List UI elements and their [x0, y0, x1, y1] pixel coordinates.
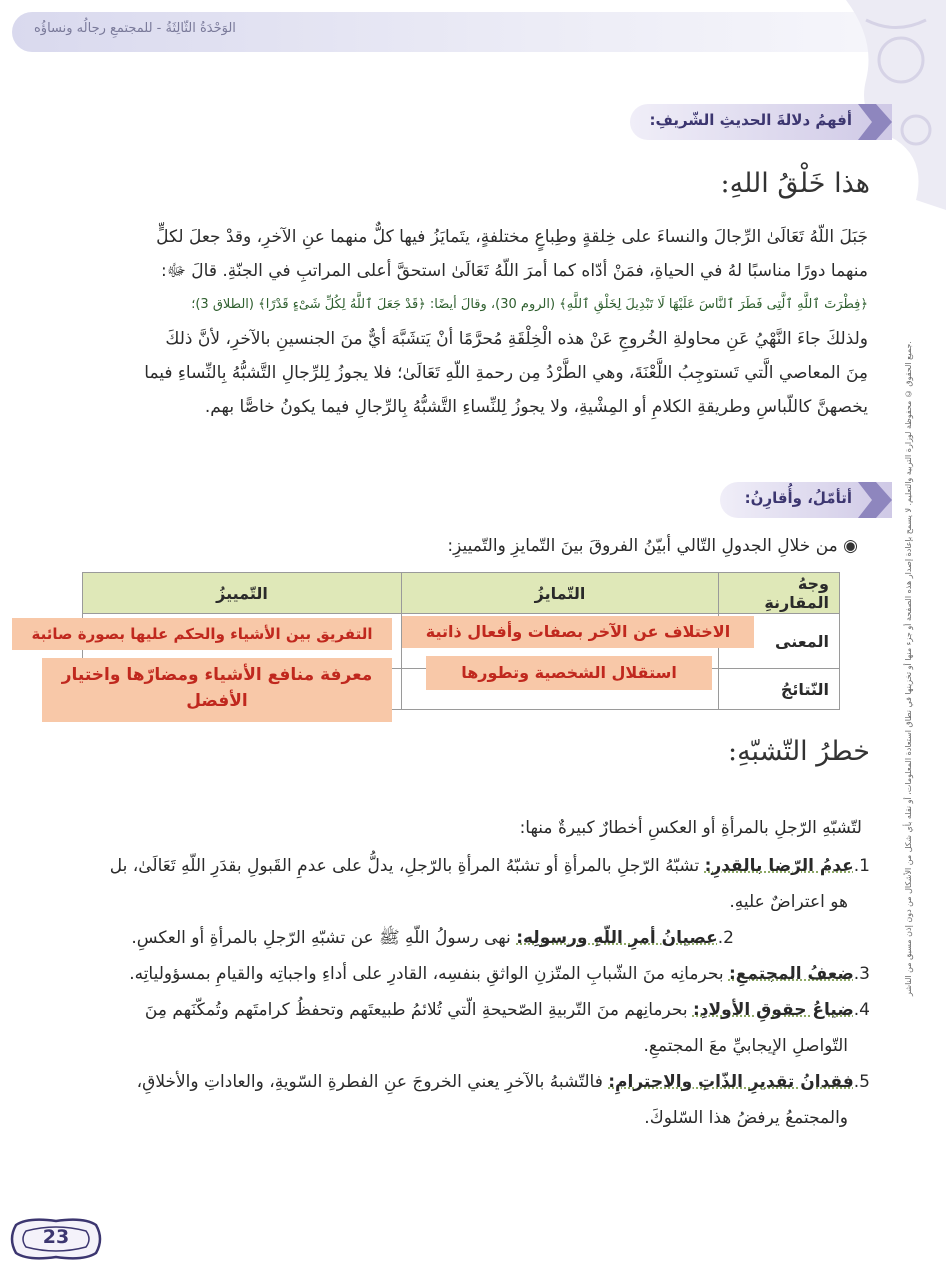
table-header-cell: التّمييزُ	[83, 573, 402, 614]
section-tab-understand	[630, 104, 892, 140]
list-item	[70, 956, 870, 992]
paragraph-line-quran: ﴿فِطْرَتَ ٱللَّهِ ٱلَّتِى فَطَرَ ٱلنَّاسَ عَلَيْهَا لَا تَبْدِيلَ لِخَلْقِ ٱللَّهِ﴾ (الروم 30)، وقالَ أيضًا: ﴿قَدْ جَعَلَ ٱللَّهُ لِكُلِّ شَىْءٍ قَدْرًا﴾ (الطلاق 3)؛	[191, 297, 868, 312]
item-text: نهى رسولُ اللّهِ ﷺ عن تشبّهِ الرّجلِ بالمرأةِ أو العكسِ.	[131, 928, 517, 948]
chevron-right-icon	[858, 104, 892, 140]
copyright-note: جميع الحقوق © محفوظة لوزارة التربية والتعليم. لا يسمح بإعادة إصدار هذه الصفحة أو جزء منها أو تخزينها في نطاق استعادة المعلومات، أو نقله بأي شكل من الأشكال من دون إذن مسبق من الناشر.	[904, 341, 913, 996]
page-number: 23	[42, 1226, 70, 1248]
paragraph-line: ولذلكَ جاءَ النَّهْيُ عَنِ محاولةِ الخُروجِ عَنْ هذه الْخِلْقَةِ مُحرَّمًا أنْ يَتشَبَّهَ أيٌّ منَ الجنسينِ بالآخرِ، لأنَّ ذلكَ	[165, 329, 868, 349]
item-number: 3.	[853, 964, 870, 984]
table-header-cell: التّمايزُ	[402, 573, 719, 614]
paragraph-line: يخصهنَّ كاللّباسِ وطريقةِ الكلامِ أو المِشْيةِ، ولا يجوزُ لِلنِّساءِ التَّشبُّهُ بِالرِّجالِ فيما يكونُ خاصًّا بهم.	[204, 397, 868, 417]
section-tab-label: أفهمُ دلالةَ الحديثِ الشّريفِ:	[649, 111, 852, 129]
answer-tamyeez-results: معرفة منافع الأشياء ومضارّها واختيار الأفضل	[42, 658, 392, 722]
row-label: المعنى	[719, 614, 840, 669]
item-number: 5.	[853, 1072, 870, 1092]
section-heading-creation: هذا خَلْقُ اللهِ:	[720, 168, 870, 199]
item-term: ضعفُ المجتمعِ:	[728, 964, 854, 984]
table-header-row	[83, 573, 840, 614]
list-item	[70, 848, 870, 884]
list-item-continued: هو اعتراضٌ عليهِ.	[729, 892, 848, 912]
list-item-continued: التّواصلِ الإيجابيِّ معَ المجتمعِ.	[643, 1036, 848, 1056]
item-text: تشبّهُ الرّجلِ بالمرأةِ أو تشبّهُ المرأةِ بالرّجلِ، يدلُّ على عدمِ القَبولِ بقدَرِ اللّهِ تَعَالَىٰ، بل	[109, 856, 705, 876]
section-heading-danger: خطرُ التّشبّهِ:	[727, 736, 870, 767]
chevron-right-icon	[858, 482, 892, 518]
item-term: عدمُ الرّضا بالقدرِ:	[704, 856, 854, 876]
row-label: النّتائجُ	[719, 669, 840, 710]
item-term: فقدانُ تقديرِ الذّاتِ والاحترامِ:	[608, 1072, 854, 1092]
section-tab-reflect	[720, 482, 892, 518]
answer-tamayuz-results: استقلال الشخصية وتطورها	[426, 656, 712, 690]
item-term: ضياعُ حقوقِ الأولادِ:	[692, 1000, 854, 1020]
dangers-list	[70, 848, 870, 1136]
item-number: 2.	[717, 928, 734, 948]
item-text: بحرمانِه منَ الشّبابِ المتّزنِ الواثقِ بنفسِه، القادرِ على أداءِ واجباتِه والقيامِ بمسؤولياتِه.	[129, 964, 729, 984]
paragraph-line: مِنَ المعاصي الَّتي تَستوجِبُ اللَّعْنَةَ، وهي الطَّرْدُ مِن رحمةِ اللّهِ تَعَالَىٰ؛ فلا يجوزُ لِلرِّجالِ التَّشبُّهُ بِالنِّساءِ فيما	[144, 363, 868, 383]
item-text: فالتّشبهُ بالآخرِ يعني الخروجَ عنِ الفطرةِ السّويةِ، والعاداتِ والأخلاقِ،	[136, 1072, 609, 1092]
paragraph-line: جَبَلَ اللّهُ تَعَالَىٰ الرِّجالَ والنساءَ على خِلقةٍ وطِباعٍ مختلفةٍ، يتَمايَزُ فيها كلٌّ منهما عنِ الآخرِ، وقدْ جعلَ لكلٍّ	[156, 227, 868, 247]
item-number: 4.	[853, 1000, 870, 1020]
item-number: 1.	[853, 856, 870, 876]
paragraph-line: منهما دورًا مناسبًا لهُ في الحياةِ، فمَنْ أدّاه كما أمرَ اللّهُ تَعَالَىٰ استحقَّ أعلى المراتبِ في الجنّةِ. قالَ ﷻ:	[160, 261, 868, 281]
instruction-text: من خلالِ الجدولِ التّالي أبيّنُ الفروقَ بينَ التّمايزِ والتّمييزِ:	[447, 536, 838, 556]
unit-title: الوَحْدَةُ الثّالِثَةُ - للمجتمعِ رجالُه ونساؤُه	[34, 21, 236, 36]
list-item	[70, 1064, 870, 1100]
item-text: بحرمانِهم منَ التّربيةِ الصّحيحةِ الّتي تُلائمُ طبيعتَهم وتحفظُ كرامتَهم وتُمكّنَهم مِنَ	[144, 1000, 693, 1020]
section-tab-label: أتأمّلُ، وأُقارِنُ:	[744, 489, 852, 507]
item-term: عصيانُ أمرِ اللّهِ ورسولِه:	[516, 928, 718, 948]
answer-tamyeez-meaning: التفريق بين الأشياء والحكم عليها بصورة صائبة	[12, 618, 392, 650]
table-header-cell: وجهُ المقارنةِ	[719, 573, 840, 614]
creation-paragraph	[78, 220, 868, 424]
list-item-continued: والمجتمعُ يرفضُ هذا السّلوكَ.	[644, 1108, 848, 1128]
dangers-intro: لتّشبّهِ الرّجلِ بالمرأةِ أو العكسِ أخطارٌ كبيرةٌ منها:	[519, 818, 862, 838]
answer-tamayuz-meaning: الاختلاف عن الآخر بصفات وأفعال ذاتية	[402, 616, 754, 648]
table-instruction	[447, 536, 858, 556]
list-item	[70, 992, 870, 1028]
list-item	[70, 920, 870, 956]
bullet-icon: ◉	[837, 536, 858, 556]
